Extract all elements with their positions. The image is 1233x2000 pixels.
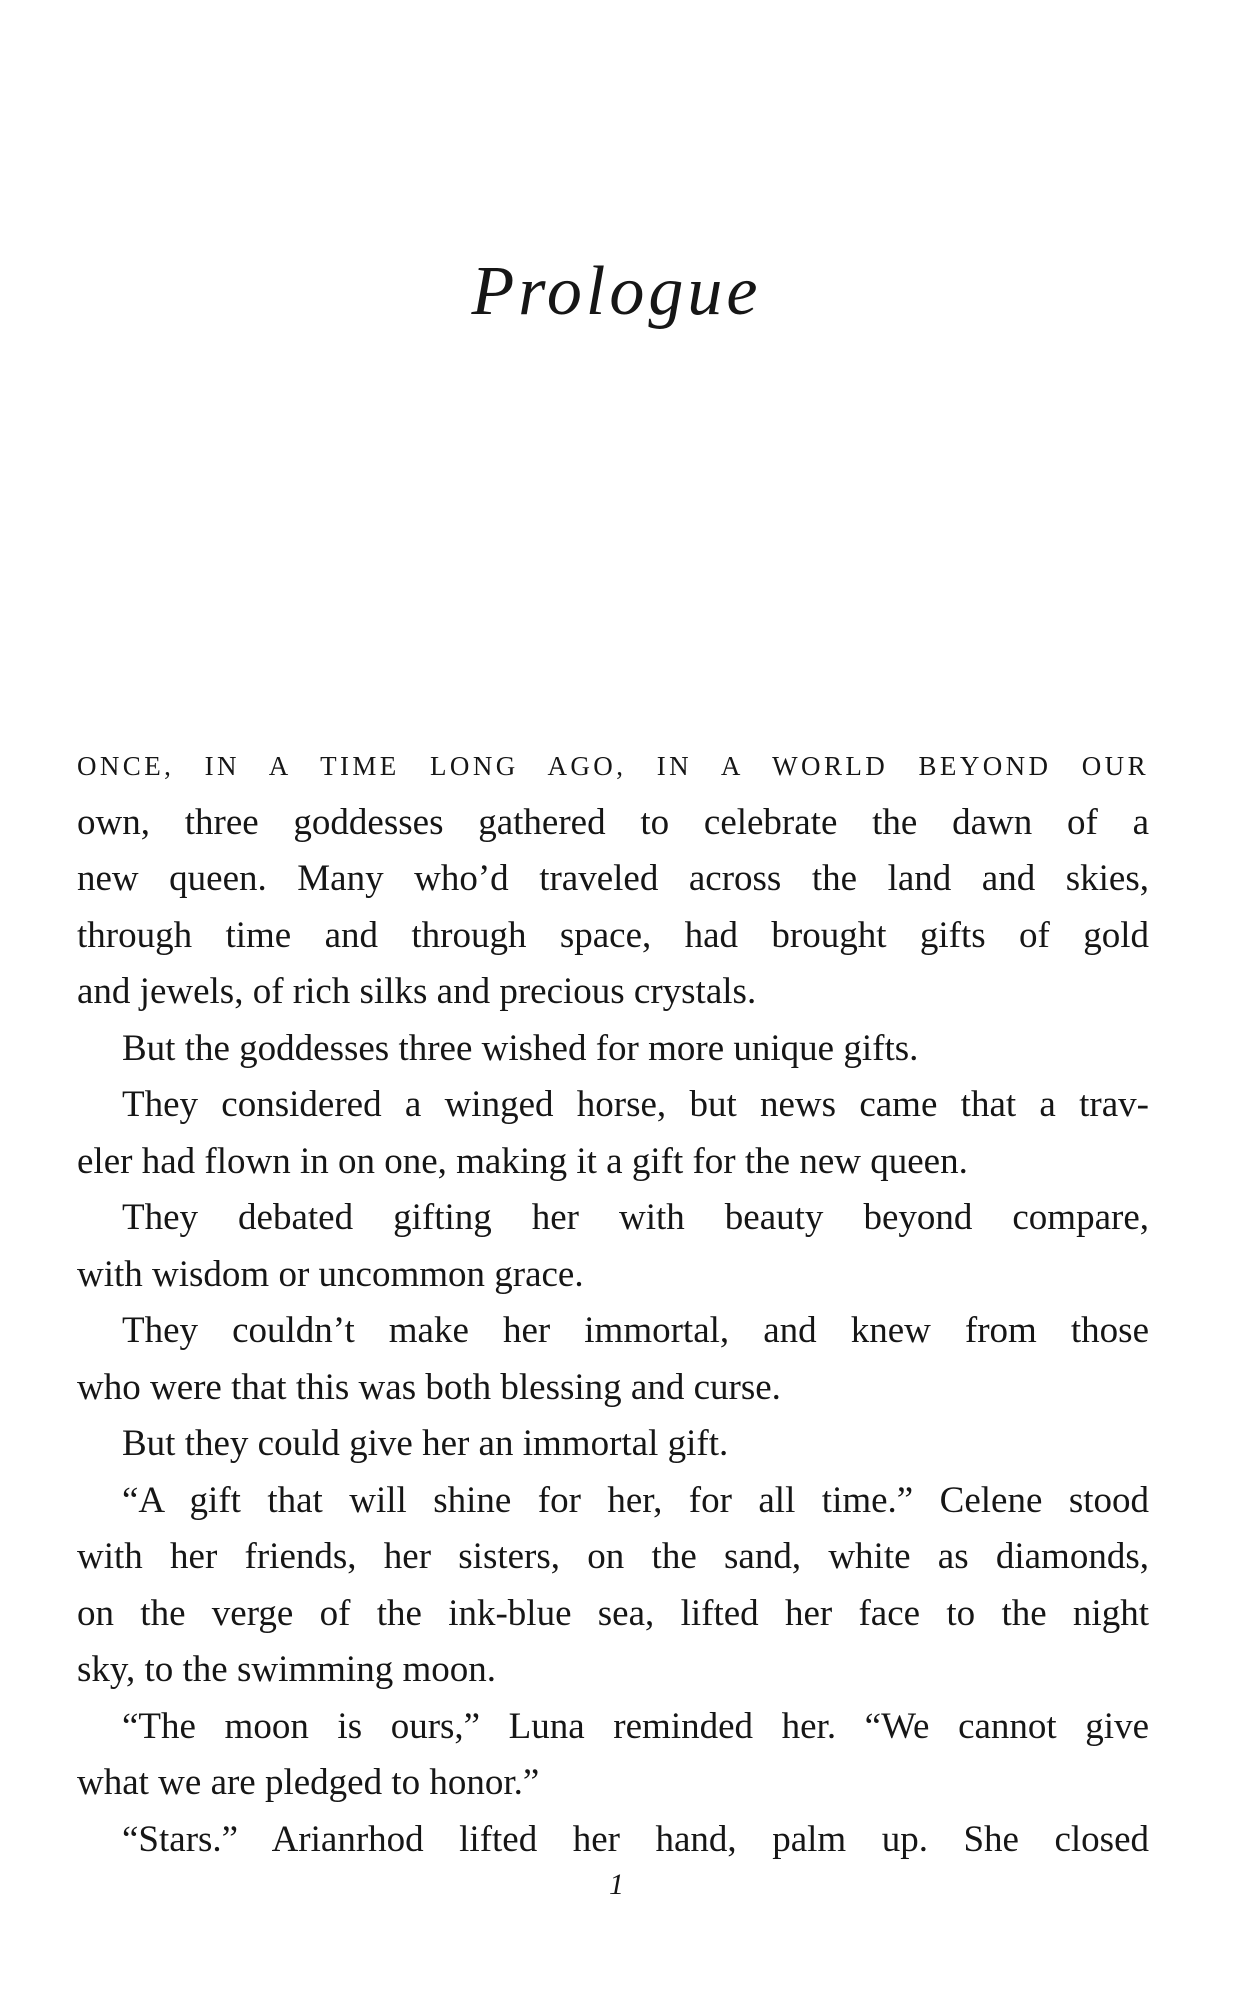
- text-line: new queen. Many who’d traveled across the land and skies,: [77, 858, 1149, 899]
- text-line: sky, to the swimming moon.: [77, 1649, 496, 1690]
- text-line: with wisdom or uncommon grace.: [77, 1253, 584, 1295]
- page-number: 1: [609, 1868, 624, 1901]
- text-line: “Stars.” Arianrhod lifted her hand, palm up. She closed: [122, 1818, 1149, 1860]
- text-line: “A gift that will shine for her, for all time.” Celene stood: [122, 1479, 1149, 1521]
- text-line: what we are pledged to honor.”: [77, 1762, 540, 1803]
- text-line: But the goddesses three wished for more unique gifts.: [122, 1027, 919, 1069]
- text-line: But they could give her an immortal gift.: [122, 1423, 729, 1464]
- text-line: who were that this was both blessing and curse.: [77, 1366, 781, 1408]
- text-line-opening-caps: ONCE, IN A TIME LONG AGO, IN A WORLD BEYOND OUR: [77, 751, 1149, 781]
- text-line: own, three goddesses gathered to celebrate the dawn of a: [77, 801, 1149, 843]
- text-line: and jewels, of rich silks and precious crystals.: [77, 971, 757, 1012]
- text-line: They considered a winged horse, but news came that a trav-: [122, 1084, 1149, 1125]
- text-line: eler had flown in on one, making it a gift for the new queen.: [77, 1140, 968, 1182]
- chapter-title: Prologue: [471, 253, 762, 330]
- text-line: “The moon is ours,” Luna reminded her. “We cannot give: [122, 1705, 1149, 1747]
- text-line: through time and through space, had brought gifts of gold: [77, 914, 1149, 956]
- prologue-text: [77, 738, 1149, 1868]
- text-line: They couldn’t make her immortal, and knew from those: [122, 1310, 1149, 1351]
- text-line: with her friends, her sisters, on the sand, white as diamonds,: [77, 1536, 1149, 1577]
- text-line: They debated gifting her with beauty beyond compare,: [122, 1197, 1149, 1238]
- text-line: on the verge of the ink-blue sea, lifted her face to the night: [77, 1592, 1149, 1634]
